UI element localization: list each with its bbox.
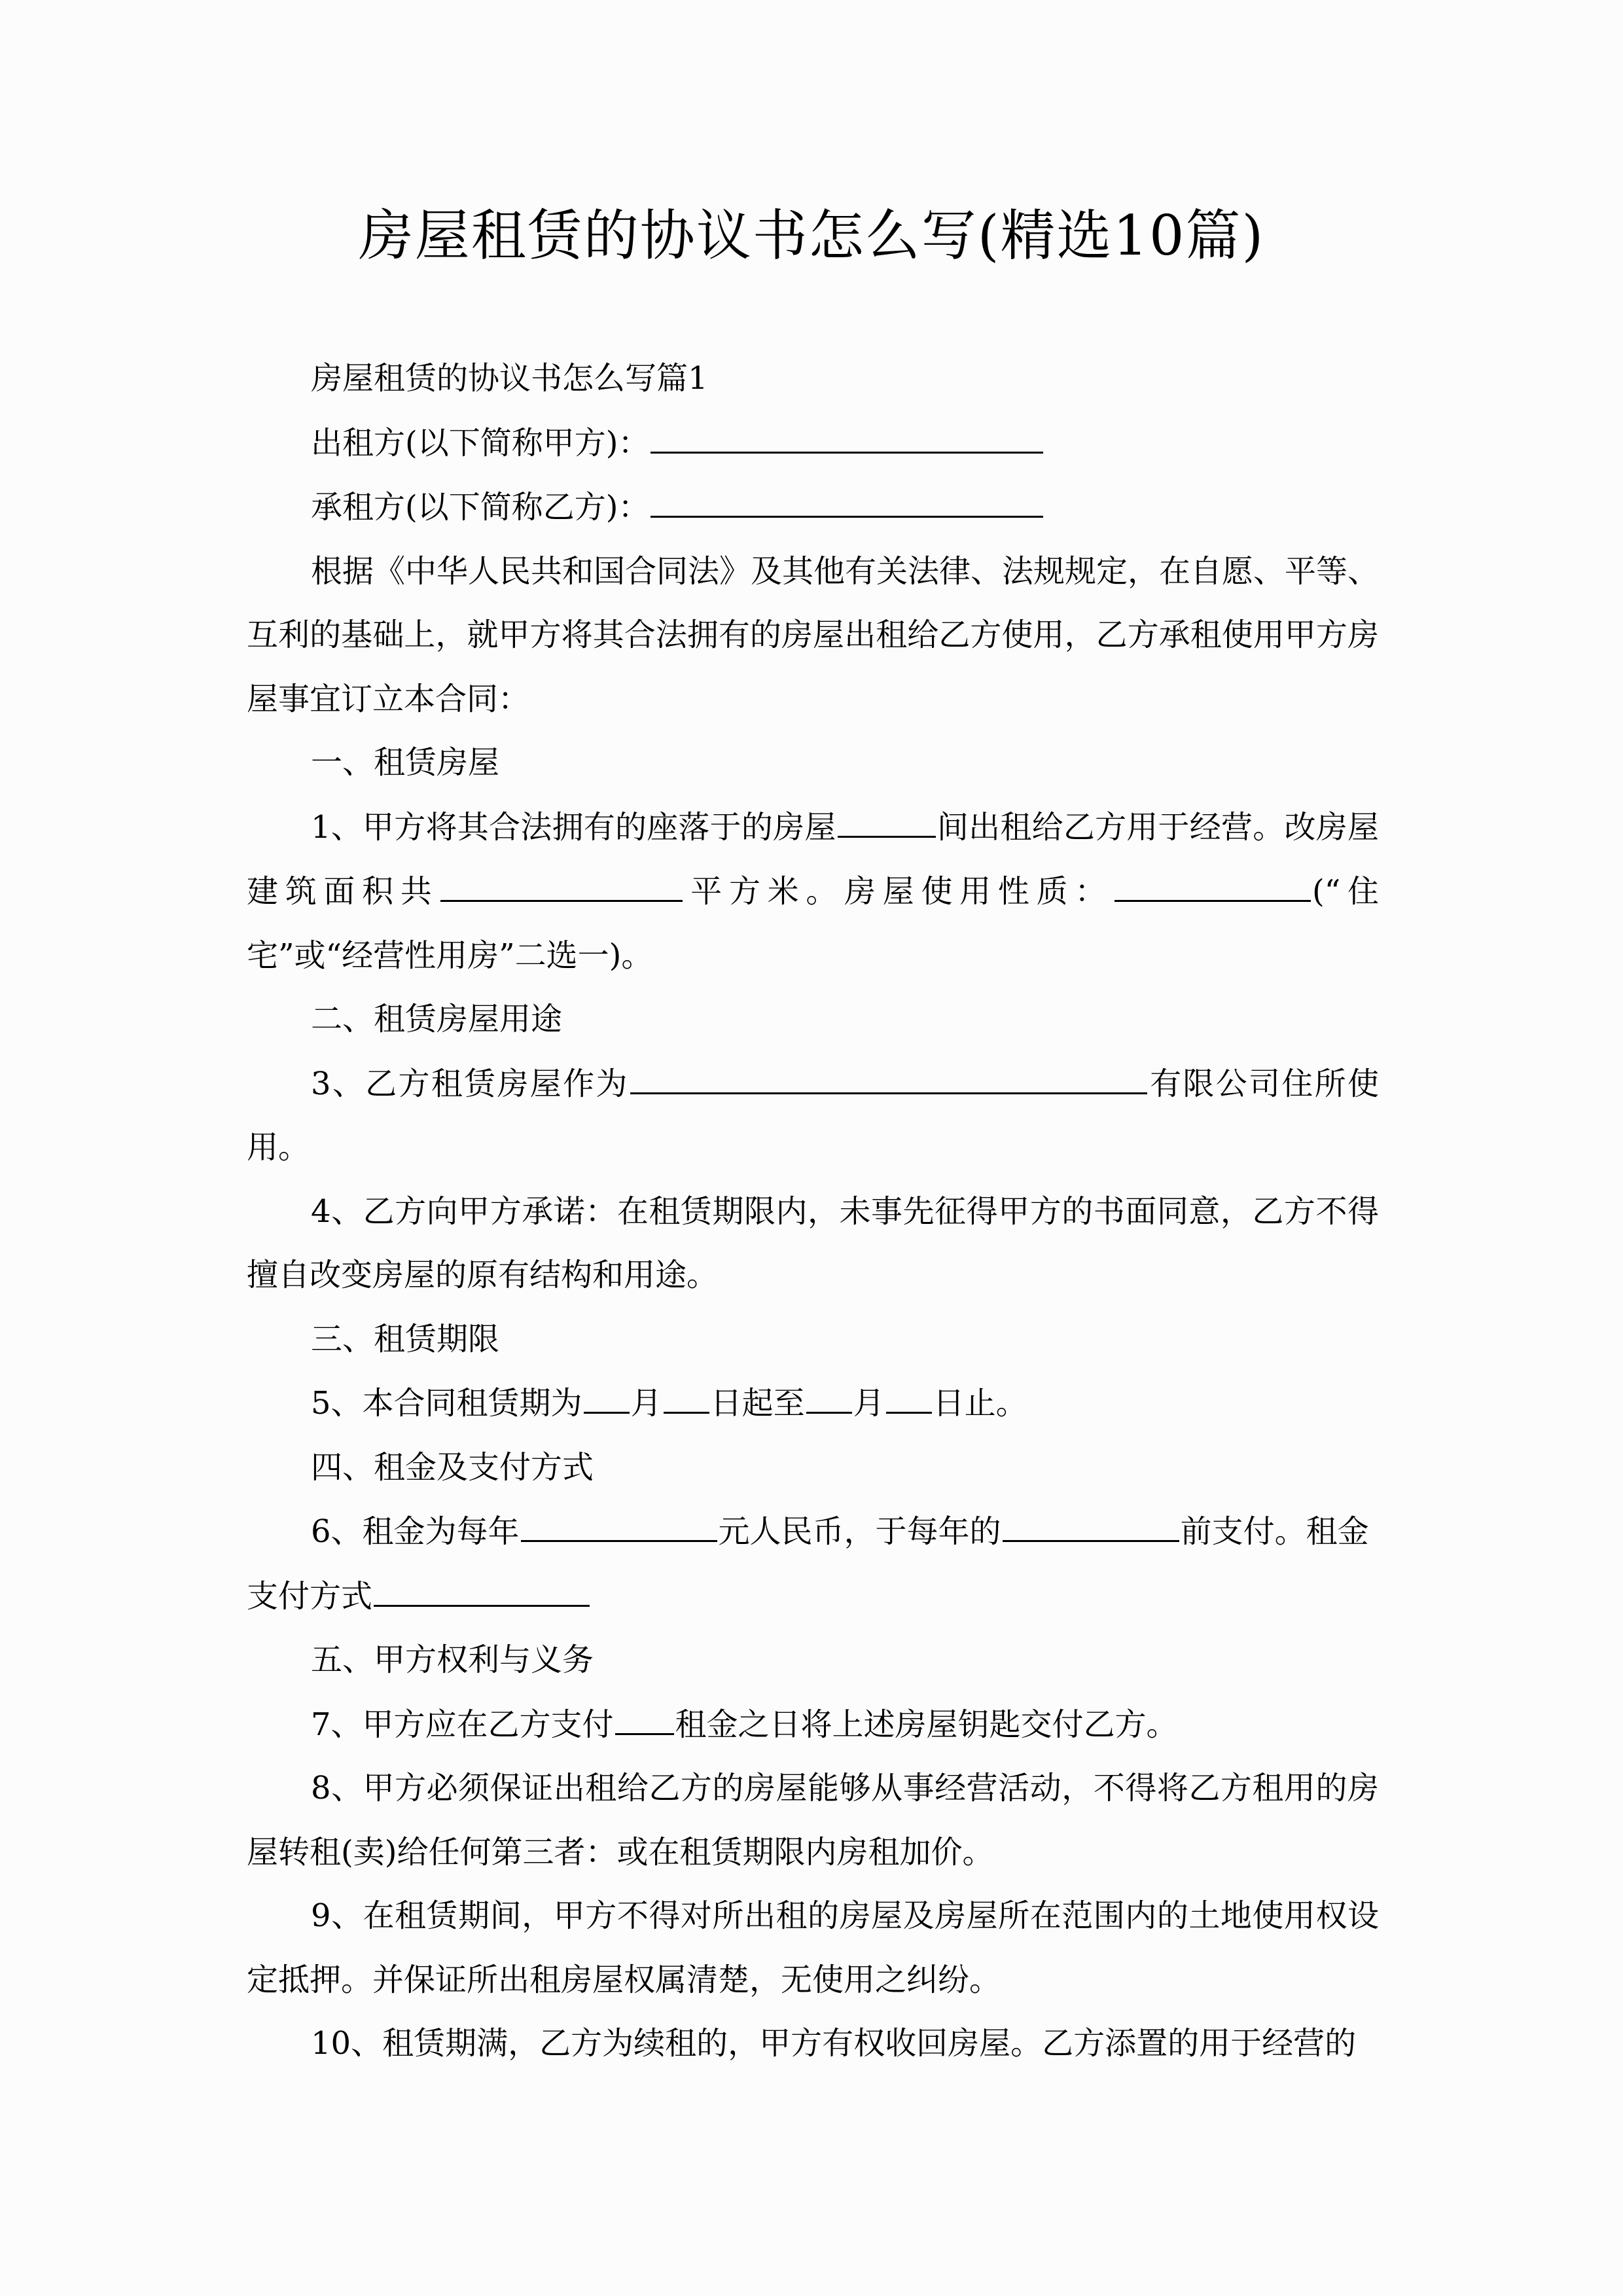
clause-text: 前支付。租金支付方式 <box>247 1513 1369 1615</box>
section-heading-1: 一、租赁房屋 <box>311 744 500 781</box>
clause-text: 7、甲方应在乙方支付 <box>311 1706 614 1743</box>
end-month-blank[interactable] <box>806 1371 852 1414</box>
lessor-name-blank[interactable] <box>651 411 1043 454</box>
clause-text: 日起至 <box>710 1385 805 1422</box>
company-name-blank[interactable] <box>630 1052 1147 1094</box>
room-count-blank[interactable] <box>838 795 936 838</box>
clause-text: 月 <box>853 1385 885 1422</box>
section-heading-2: 二、租赁房屋用途 <box>311 1001 563 1037</box>
lessee-line <box>247 475 1379 540</box>
clause-text: 有限公司住所使用。 <box>247 1065 1379 1166</box>
clause-6 <box>247 1499 1379 1628</box>
section-heading-3: 三、租赁期限 <box>311 1320 500 1357</box>
clause-text: 日止。 <box>933 1385 1027 1422</box>
document-title: 房屋租赁的协议书怎么写(精选10篇) <box>358 204 1265 268</box>
rent-payment-blank[interactable] <box>615 1693 674 1735</box>
section-heading-4: 四、租金及支付方式 <box>311 1448 594 1486</box>
lessor-label: 出租方(以下简称甲方)： <box>311 424 650 461</box>
clause-text: 5、本合同租赁期为 <box>311 1385 582 1422</box>
clause-text: 3、乙方租赁房屋作为 <box>311 1065 629 1102</box>
usage-nature-blank[interactable] <box>1115 859 1311 902</box>
clause-4: 4、乙方向甲方承诺：在租赁期限内，未事先征得甲方的书面同意，乙方不得擅自改变房屋的原有结构和用途。 <box>247 1193 1379 1293</box>
clause-10: 10、租赁期满，乙方为续租的，甲方有权收回房屋。乙方添置的用于经营的 <box>311 2025 1357 2062</box>
lessee-name-blank[interactable] <box>651 475 1043 518</box>
clause-9: 9、在租赁期间，甲方不得对所出租的房屋及房屋所在范围内的土地使用权设定抵押。并保证所出租房屋权属清楚，无使用之纠纷。 <box>247 1897 1379 1998</box>
clause-text: 6、租金为每年 <box>311 1513 520 1550</box>
clause-text: 间出租给乙方用于经营。改房屋建筑面积共 <box>247 808 1379 910</box>
end-day-blank[interactable] <box>886 1371 932 1414</box>
clause-1 <box>247 795 1379 988</box>
section-heading-5: 五、甲方权利与义务 <box>311 1641 594 1678</box>
payment-method-blank[interactable] <box>374 1564 590 1607</box>
document-body <box>247 347 1379 2076</box>
clause-text: 平方米。房屋使用性质： <box>683 873 1113 910</box>
clause-8: 8、甲方必须保证出租给乙方的房屋能够从事经营活动，不得将乙方租用的房屋转租(卖)给任何第三者：或在租赁期限内房租加价。 <box>247 1770 1379 1871</box>
lessee-label: 承租方(以下简称乙方)： <box>311 489 650 526</box>
annual-rent-blank[interactable] <box>521 1499 717 1542</box>
area-blank[interactable] <box>440 859 683 902</box>
clause-7 <box>247 1693 1379 1757</box>
section-heading: 房屋租赁的协议书怎么写篇1 <box>311 360 708 397</box>
clause-text: (“住宅”或“经营性用房”二选一)。 <box>247 873 1379 974</box>
clause-5 <box>247 1371 1379 1436</box>
intro-paragraph: 根据《中华人民共和国合同法》及其他有关法律、法规规定，在自愿、平等、互利的基础上，就甲方将其合法拥有的房屋出租给乙方使用，乙方承租使用甲方房屋事宜订立本合同： <box>247 552 1380 717</box>
start-month-blank[interactable] <box>584 1371 630 1414</box>
payment-date-blank[interactable] <box>1003 1499 1179 1542</box>
clause-text: 月 <box>630 1385 662 1422</box>
start-day-blank[interactable] <box>664 1371 709 1414</box>
clause-text: 1、甲方将其合法拥有的座落于的房屋 <box>311 808 836 846</box>
lessor-line <box>247 411 1379 476</box>
clause-text: 租金之日将上述房屋钥匙交付乙方。 <box>675 1706 1178 1743</box>
clause-text: 元人民币，于每年的 <box>718 1513 1001 1550</box>
clause-3 <box>247 1052 1379 1180</box>
